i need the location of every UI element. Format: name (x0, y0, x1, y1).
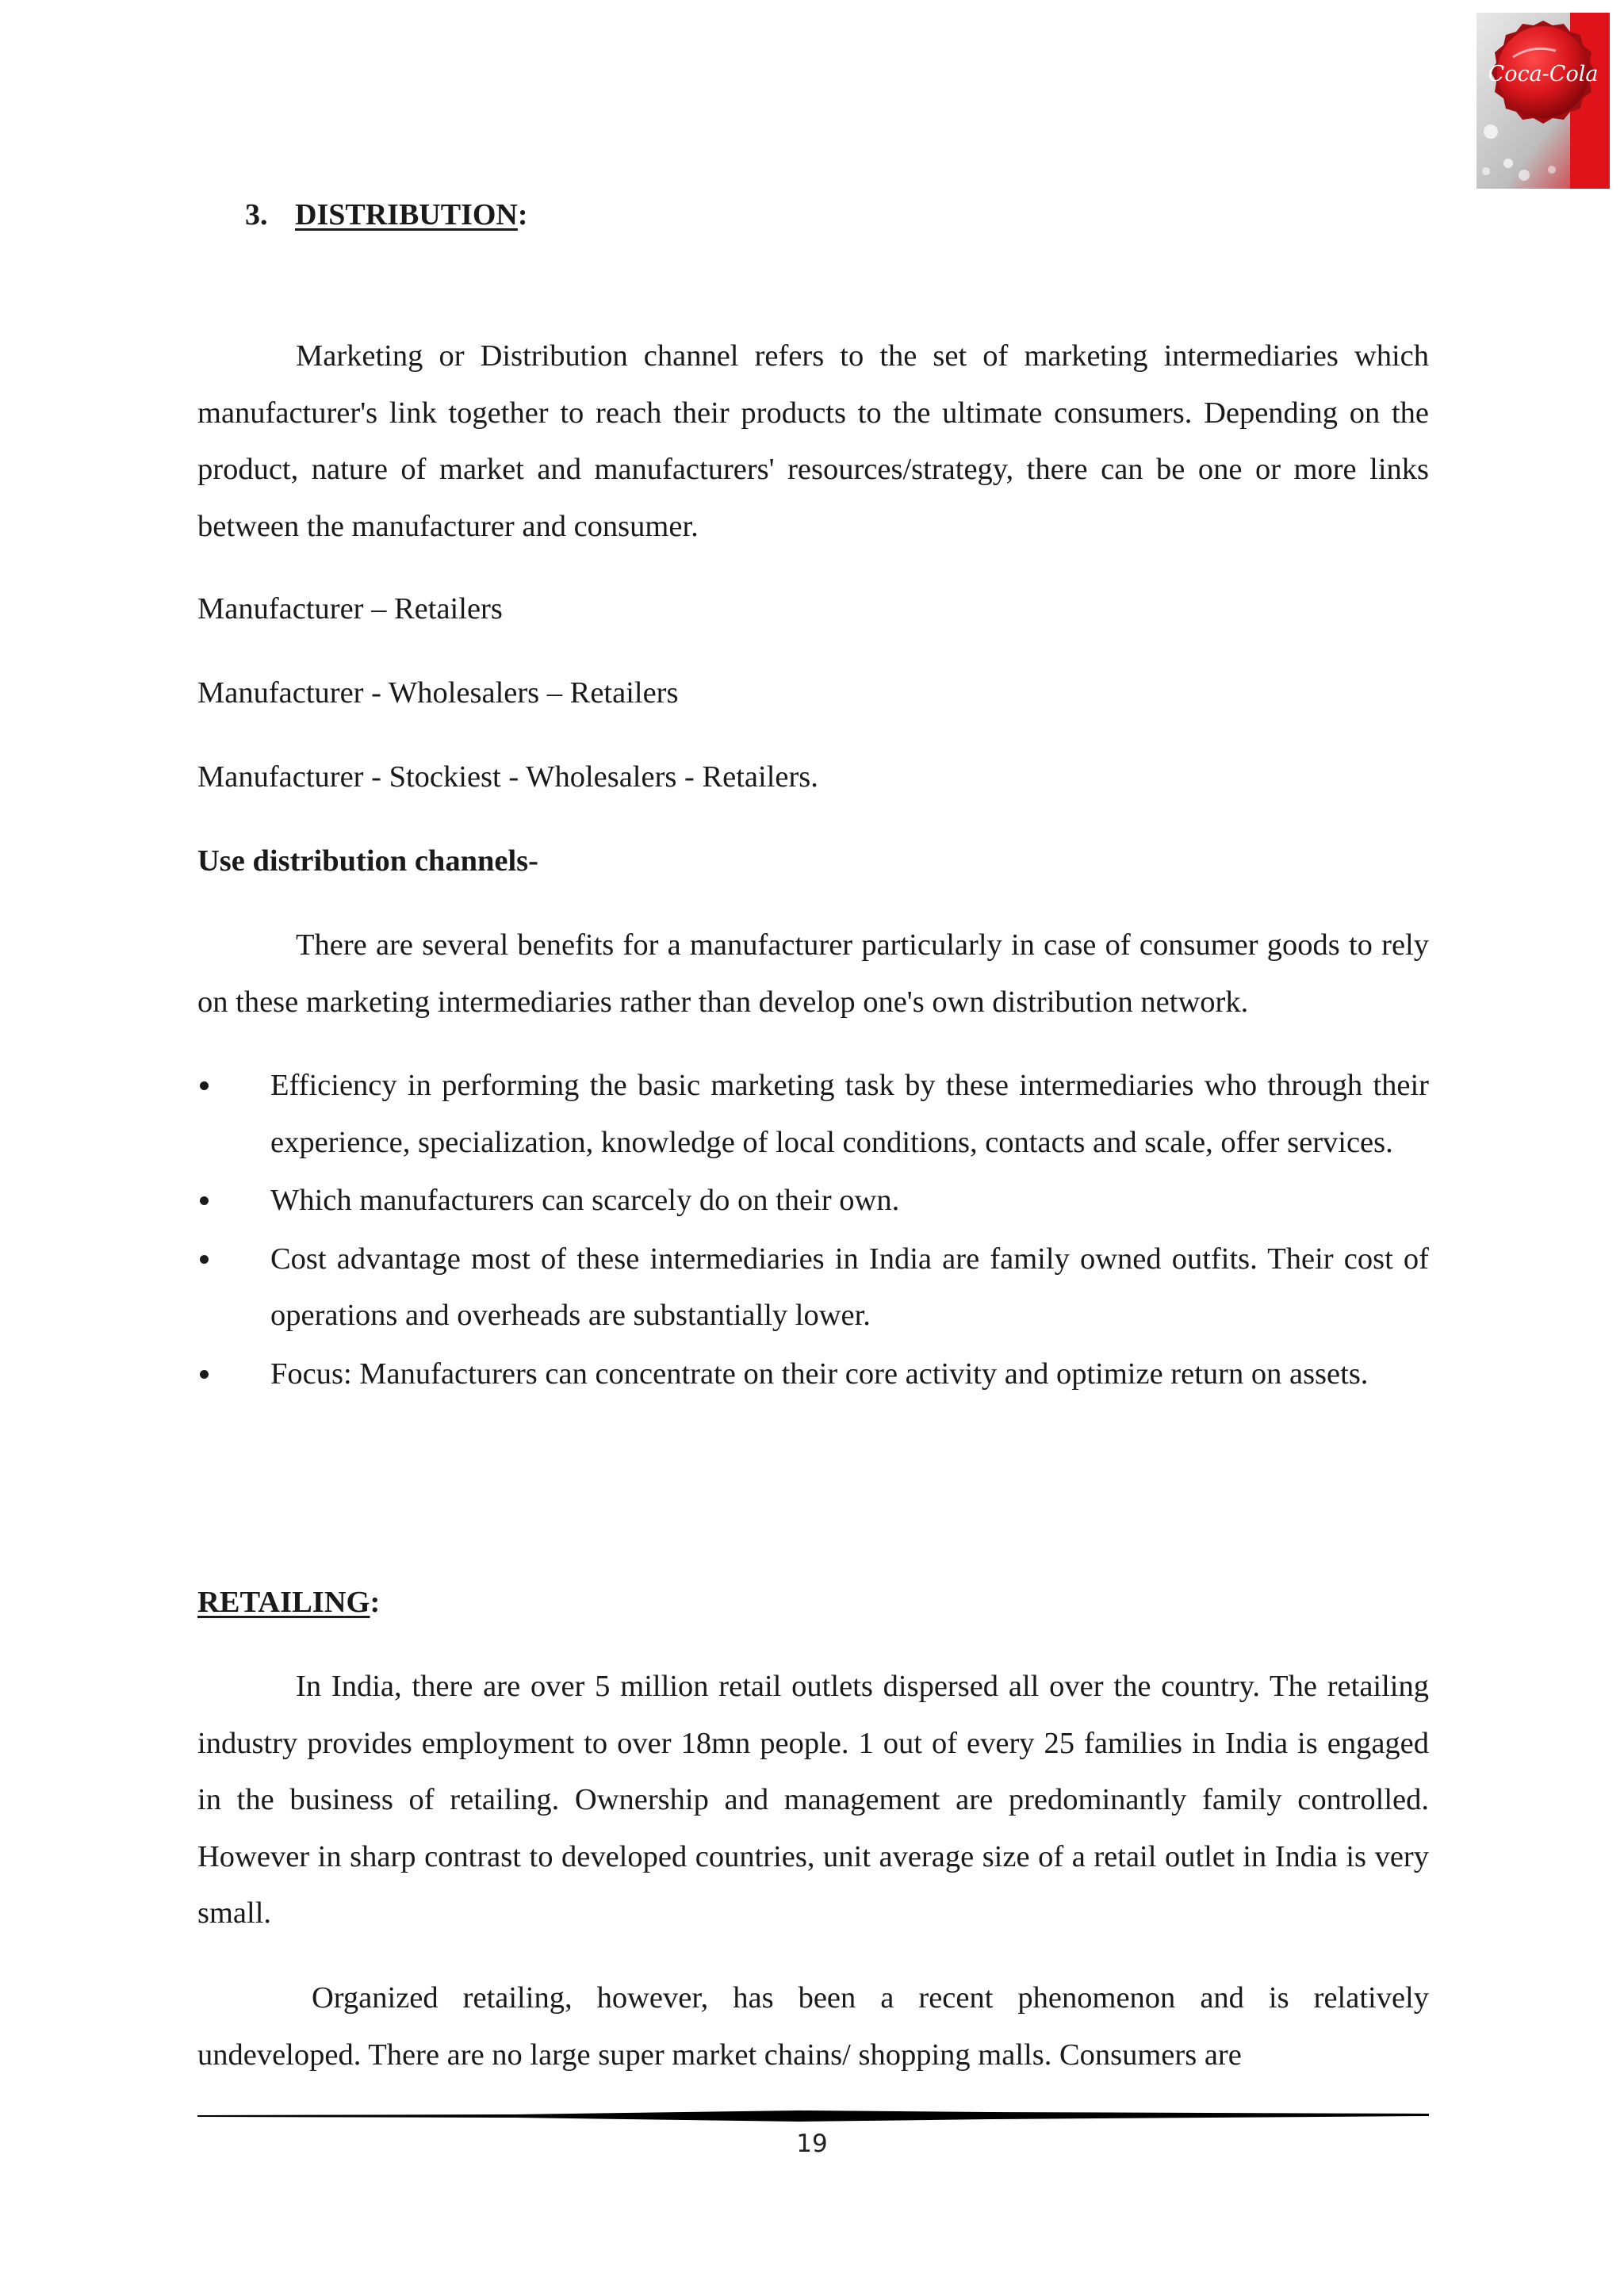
section-title: DISTRIBUTION (295, 198, 518, 232)
section-colon: : (517, 198, 528, 232)
channel-line-2: Manufacturer - Wholesalers – Retailers (197, 676, 679, 710)
retailing-title: RETAILING (197, 1586, 370, 1619)
list-item-text: Which manufacturers can scarcely do on their own. (270, 1184, 900, 1217)
benefits-list (197, 1058, 1429, 1404)
channel-line-1: Manufacturer – Retailers (197, 592, 503, 626)
list-item-text: Efficiency in performing the basic marketing task by these intermediaries who through their experience, specialization, knowledge of local conditions, contacts and scale, offer services. (270, 1069, 1429, 1159)
list-item (197, 1173, 1429, 1230)
bullet-icon (200, 1255, 209, 1264)
retailing-paragraph-2: Organized retailing, however, has been a recent phenomenon and is relatively undeveloped. There are no large super market chains/ shopping malls. Consumers are (197, 1981, 1429, 2072)
section-number: 3. (245, 198, 268, 232)
footer-divider (197, 2110, 1429, 2122)
list-item (197, 1346, 1429, 1403)
list-item (197, 1231, 1429, 1345)
coca-cola-logo (1477, 13, 1610, 189)
bullet-icon (200, 1081, 209, 1090)
retailing-paragraph-1: In India, there are over 5 million retail outlets dispersed all over the country. The retailing industry provides employment to over 18mn people. 1 out of every 25 families in India is engaged in the business of retailing. Ownership and management are predominantly family controlled. However in sharp contrast to developed countries, unit average size of a retail outlet in India is very small. (197, 1670, 1429, 1930)
retailing-heading (197, 1582, 380, 1622)
retailing-colon: : (370, 1586, 381, 1619)
logo-text: Coca-Cola (1488, 62, 1599, 86)
benefits-paragraph: There are several benefits for a manufacturer particularly in case of consumer goods to rely on these marketing intermediaries rather than develop one's own distribution network. (197, 928, 1429, 1019)
intro-paragraph: Marketing or Distribution channel refers to the set of marketing intermediaries which manufacturer's link together to reach their products to the ultimate consumers. Depending on the product, nature of market and manufacturers' resources/strategy, there can be one or more links between the manufacturer and consumer. (197, 339, 1429, 543)
use-channels-heading: Use distribution channels- (197, 844, 538, 878)
bullet-icon (200, 1196, 209, 1205)
list-item (197, 1058, 1429, 1171)
list-item-text: Focus: Manufacturers can concentrate on their core activity and optimize return on assets. (270, 1357, 1369, 1391)
list-item-text: Cost advantage most of these intermediaries in India are family owned outfits. Their cost of operations and overheads are substantially lower. (270, 1242, 1429, 1332)
page-number: 19 (796, 2130, 828, 2158)
channel-line-3: Manufacturer - Stockiest - Wholesalers - Retailers. (197, 760, 818, 794)
section-heading (245, 195, 528, 235)
bullet-icon (200, 1370, 209, 1379)
